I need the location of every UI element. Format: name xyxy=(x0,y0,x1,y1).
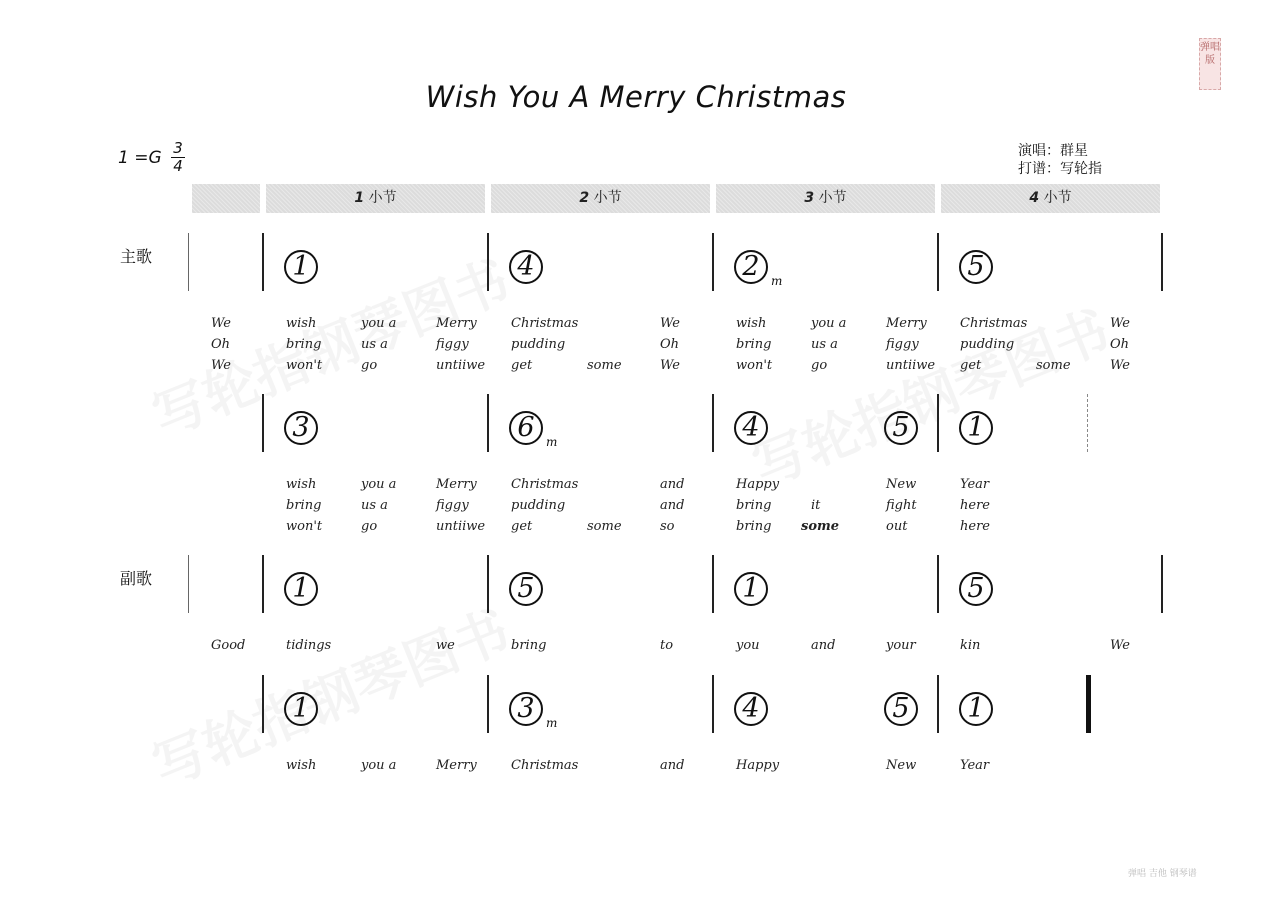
lyric: wish xyxy=(286,477,317,492)
bar-number: 4 xyxy=(1029,190,1040,206)
lyric: wish xyxy=(286,316,317,331)
bar-header-1 xyxy=(266,184,485,213)
lyric: We xyxy=(1110,316,1130,331)
chord-quality: m xyxy=(546,716,558,730)
lyric: go xyxy=(361,358,378,373)
barline xyxy=(937,233,939,291)
chord-symbol: 5 xyxy=(959,572,993,606)
chord-symbol: 1 xyxy=(734,572,768,606)
lyric: fight xyxy=(886,498,917,513)
lyric: We xyxy=(660,316,680,331)
bar-label: 小节 xyxy=(364,190,397,206)
chord-symbol: 2 xyxy=(734,250,768,284)
time-signature-top: 3 xyxy=(173,139,183,157)
lyric: go xyxy=(811,358,828,373)
lyric: and xyxy=(660,477,685,492)
bar-number: 3 xyxy=(804,190,815,206)
lyric: so xyxy=(660,519,675,534)
bar-label: 小节 xyxy=(589,190,622,206)
chord-symbol: 6 xyxy=(509,411,543,445)
section-label-chorus: 副歌 xyxy=(120,569,153,588)
chord-quality: m xyxy=(771,274,783,288)
footer-text: 弹唱 吉他 钢琴谱 xyxy=(1128,869,1197,879)
bar-header-2 xyxy=(491,184,710,213)
lyric: us a xyxy=(361,337,388,352)
chord-symbol: 1 xyxy=(959,692,993,726)
lyric: We xyxy=(211,358,231,373)
lyric: figgy xyxy=(436,337,469,352)
lyric: Christmas xyxy=(511,477,579,492)
lyric: pudding xyxy=(960,337,1015,352)
time-signature-bottom: 4 xyxy=(173,157,183,175)
pickup-header xyxy=(192,184,260,213)
lyric: figgy xyxy=(886,337,919,352)
watermark xyxy=(740,288,1119,501)
section-label-verse: 主歌 xyxy=(120,247,153,266)
lyric: you a xyxy=(361,477,397,492)
lyric: won't xyxy=(736,358,773,373)
bar-label: 小节 xyxy=(814,190,847,206)
lyric: you a xyxy=(361,316,397,331)
lyric: to xyxy=(660,638,674,653)
lyric: Happy xyxy=(736,758,780,773)
lyric: untiiwe xyxy=(886,358,936,373)
transcriber-credit: 打谱：写轮指 xyxy=(1018,161,1102,177)
lyric: Christmas xyxy=(960,316,1028,331)
lyric: Merry xyxy=(436,316,477,331)
lyric: We xyxy=(1110,638,1130,653)
lyric: out xyxy=(886,519,908,534)
lyric: untiiwe xyxy=(436,358,486,373)
lyric: and xyxy=(660,758,685,773)
lyric: Oh xyxy=(211,337,231,352)
lyric: Merry xyxy=(886,316,927,331)
barline xyxy=(487,555,489,613)
chord-symbol: 1 xyxy=(284,572,318,606)
final-barline xyxy=(1086,675,1091,733)
lyric: some xyxy=(801,519,840,534)
lyric: us a xyxy=(361,498,388,513)
lyric: New xyxy=(886,477,917,492)
lyric: We xyxy=(211,316,231,331)
chord-symbol: 5 xyxy=(884,411,918,445)
lyric: get xyxy=(511,358,533,373)
lyric: We xyxy=(1110,358,1130,373)
lyric: untiiwe xyxy=(436,519,486,534)
barline xyxy=(188,233,189,291)
lyric: Oh xyxy=(1110,337,1130,352)
edition-stamp: 弹唱版 xyxy=(1199,38,1221,90)
lyric: Christmas xyxy=(511,758,579,773)
barline xyxy=(487,233,489,291)
chord-symbol: 5 xyxy=(884,692,918,726)
song-title: Wish You A Merry Christmas xyxy=(425,80,847,114)
lyric: wish xyxy=(736,316,767,331)
chord-symbol: 4 xyxy=(734,411,768,445)
chord-symbol: 4 xyxy=(509,250,543,284)
barline xyxy=(712,675,714,733)
lyric: wish xyxy=(286,758,317,773)
barline xyxy=(937,555,939,613)
lyric: Christmas xyxy=(511,316,579,331)
lyric: pudding xyxy=(511,337,566,352)
bar-number: 1 xyxy=(354,190,365,206)
chord-quality: m xyxy=(546,435,558,449)
barline xyxy=(712,233,714,291)
barline xyxy=(1161,233,1163,291)
barline xyxy=(487,675,489,733)
lyric: Good xyxy=(211,638,246,653)
lyric: won't xyxy=(286,519,323,534)
lyric: pudding xyxy=(511,498,566,513)
lyric: bring xyxy=(286,337,322,352)
lyric: We xyxy=(660,358,680,373)
lyric: bring xyxy=(736,337,772,352)
lyric: some xyxy=(587,358,622,373)
chord-symbol: 1 xyxy=(959,411,993,445)
lyric: tidings xyxy=(286,638,332,653)
lyric: bring xyxy=(736,498,772,513)
lyric: get xyxy=(511,519,533,534)
lyric: it xyxy=(811,498,821,513)
chord-symbol: 4 xyxy=(734,692,768,726)
bar-number: 2 xyxy=(579,190,590,206)
barline xyxy=(188,555,189,613)
lyric: your xyxy=(886,638,916,653)
lyric: bring xyxy=(286,498,322,513)
lyric: Merry xyxy=(436,758,477,773)
lyric: Merry xyxy=(436,477,477,492)
lyric: and xyxy=(811,638,836,653)
chord-symbol: 3 xyxy=(509,692,543,726)
barline xyxy=(262,555,264,613)
lyric: you xyxy=(736,638,760,653)
lyric: we xyxy=(436,638,455,653)
chord-symbol: 5 xyxy=(959,250,993,284)
barline xyxy=(487,394,489,452)
barline xyxy=(937,394,939,452)
lyric: Oh xyxy=(660,337,680,352)
barline xyxy=(712,555,714,613)
lyric: kin xyxy=(960,638,981,653)
lyric: Year xyxy=(960,477,990,492)
lyric: New xyxy=(886,758,917,773)
lyric: us a xyxy=(811,337,838,352)
lyric: you a xyxy=(811,316,847,331)
barline-dashed xyxy=(1087,394,1088,452)
time-signature xyxy=(170,140,186,175)
singer-credit: 演唱：群星 xyxy=(1018,143,1088,159)
lyric: Year xyxy=(960,758,990,773)
lyric: here xyxy=(960,498,990,513)
lyric: bring xyxy=(736,519,772,534)
barline xyxy=(712,394,714,452)
lyric: won't xyxy=(286,358,323,373)
chord-symbol: 1 xyxy=(284,250,318,284)
lyric: some xyxy=(1036,358,1071,373)
lyric: Happy xyxy=(736,477,780,492)
lyric: you a xyxy=(361,758,397,773)
bar-header-4 xyxy=(941,184,1160,213)
barline xyxy=(262,233,264,291)
lyric: here xyxy=(960,519,990,534)
lyric: figgy xyxy=(436,498,469,513)
lyric: bring xyxy=(511,638,547,653)
bar-label: 小节 xyxy=(1039,190,1072,206)
lyric: get xyxy=(960,358,982,373)
bar-header-3 xyxy=(716,184,935,213)
chord-symbol: 5 xyxy=(509,572,543,606)
barline xyxy=(937,675,939,733)
chord-symbol: 1 xyxy=(284,692,318,726)
chord-symbol: 3 xyxy=(284,411,318,445)
lyric: go xyxy=(361,519,378,534)
barline xyxy=(262,675,264,733)
key-signature: 1 =G xyxy=(118,148,162,168)
lyric: and xyxy=(660,498,685,513)
lyric: some xyxy=(587,519,622,534)
barline xyxy=(1161,555,1163,613)
barline xyxy=(262,394,264,452)
